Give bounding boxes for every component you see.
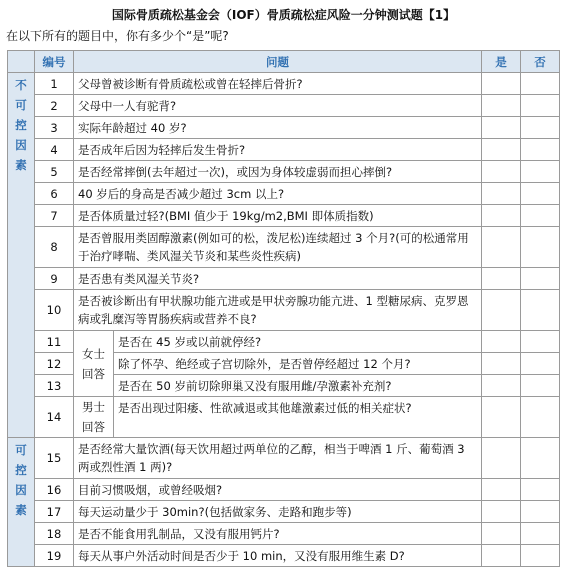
no-checkbox[interactable] [521,290,560,331]
question-number: 17 [35,501,74,523]
question-number: 1 [35,73,74,95]
question-number: 13 [35,375,74,397]
table-row [8,117,560,139]
yes-checkbox[interactable] [482,545,521,567]
table-row [8,438,560,479]
header-yes: 是 [482,51,521,73]
question-number: 10 [35,290,74,331]
yes-checkbox[interactable] [482,479,521,501]
no-checkbox[interactable] [521,227,560,268]
question-number: 12 [35,353,74,375]
question-text: 是否体质量过轻?(BMI 值少于 19kg/m2,BMI 即体质指数) [74,205,482,227]
question-text: 实际年龄超过 40 岁? [74,117,482,139]
question-text: 是否经常大量饮酒(每天饮用超过两单位的乙醇，相当于啤酒 1 斤、葡萄酒 3 两或烈性酒 1 两)? [74,438,482,479]
question-text: 是否不能食用乳制品，又没有服用钙片? [74,523,482,545]
yes-checkbox[interactable] [482,139,521,161]
table-row [8,183,560,205]
question-number: 19 [35,545,74,567]
question-number: 2 [35,95,74,117]
question-number: 14 [35,397,74,438]
no-checkbox[interactable] [521,331,560,353]
question-text: 除了怀孕、绝经或子宫切除外，是否曾停经超过 12 个月? [114,353,482,375]
table-row [8,290,560,331]
question-text: 是否在 50 岁前切除卵巢又没有服用雌/孕激素补充剂? [114,375,482,397]
table-row [8,268,560,290]
no-checkbox[interactable] [521,523,560,545]
question-number: 18 [35,523,74,545]
header-corner [8,51,35,73]
table-row [8,523,560,545]
question-number: 3 [35,117,74,139]
table-row [8,227,560,268]
no-checkbox[interactable] [521,479,560,501]
table-row [8,397,560,438]
no-checkbox[interactable] [521,397,560,438]
yes-checkbox[interactable] [482,353,521,375]
question-text: 是否在 45 岁或以前就停经? [114,331,482,353]
yes-checkbox[interactable] [482,227,521,268]
table-row [8,95,560,117]
no-checkbox[interactable] [521,268,560,290]
question-text: 父母中一人有驼背? [74,95,482,117]
question-text: 每天运动量少于 30min?(包括做家务、走路和跑步等) [74,501,482,523]
question-text: 40 岁后的身高是否减少超过 3cm 以上? [74,183,482,205]
page-subtitle: 在以下所有的题目中，你有多少个“是”呢? [6,29,229,43]
table-row [8,545,560,567]
yes-checkbox[interactable] [482,268,521,290]
yes-checkbox[interactable] [482,95,521,117]
table-row [8,479,560,501]
yes-checkbox[interactable] [482,183,521,205]
question-number: 15 [35,438,74,479]
category-controllable: 可 控 因 素 [8,438,35,567]
question-number: 4 [35,139,74,161]
question-text: 是否患有类风湿关节炎? [74,268,482,290]
no-checkbox[interactable] [521,183,560,205]
no-checkbox[interactable] [521,139,560,161]
question-number: 11 [35,331,74,353]
male-answer-label: 男士 回答 [74,397,114,438]
yes-checkbox[interactable] [482,501,521,523]
yes-checkbox[interactable] [482,117,521,139]
no-checkbox[interactable] [521,353,560,375]
table-row [8,139,560,161]
question-text: 是否出现过阳痿、性欲减退或其他雄激素过低的相关症状? [114,397,482,438]
yes-checkbox[interactable] [482,205,521,227]
no-checkbox[interactable] [521,73,560,95]
no-checkbox[interactable] [521,375,560,397]
question-text: 是否曾服用类固醇激素(例如可的松，泼尼松)连续超过 3 个月?(可的松通常用于治疗哮喘、类风湿关节炎和某些炎性疾病) [74,227,482,268]
no-checkbox[interactable] [521,438,560,479]
no-checkbox[interactable] [521,501,560,523]
yes-checkbox[interactable] [482,73,521,95]
question-text: 是否成年后因为轻摔后发生骨折? [74,139,482,161]
no-checkbox[interactable] [521,545,560,567]
no-checkbox[interactable] [521,95,560,117]
yes-checkbox[interactable] [482,438,521,479]
yes-checkbox[interactable] [482,331,521,353]
no-checkbox[interactable] [521,117,560,139]
question-text: 是否被诊断出有甲状腺功能亢进或是甲状旁腺功能亢进、1 型糖尿病、克罗恩病或乳糜泻等胃肠疾病或营养不良? [74,290,482,331]
question-number: 7 [35,205,74,227]
table-row [8,205,560,227]
page-title: 国际骨质疏松基金会（IOF）骨质疏松症风险一分钟测试题【1】 [111,8,456,22]
table-row [8,161,560,183]
question-text: 父母曾被诊断有骨质疏松或曾在轻摔后骨折? [74,73,482,95]
question-text: 是否经常摔倒(去年超过一次)，或因为身体较虚弱而担心摔倒? [74,161,482,183]
question-number: 8 [35,227,74,268]
table-header-row [8,51,560,73]
question-text: 每天从事户外活动时间是否少于 10 min，又没有服用维生素 D? [74,545,482,567]
yes-checkbox[interactable] [482,523,521,545]
risk-test-table [7,50,560,567]
header-num: 编号 [35,51,74,73]
question-number: 16 [35,479,74,501]
yes-checkbox[interactable] [482,397,521,438]
table-row [8,501,560,523]
yes-checkbox[interactable] [482,290,521,331]
female-answer-label: 女士 回答 [74,331,114,397]
table-row [8,73,560,95]
yes-checkbox[interactable] [482,161,521,183]
question-number: 9 [35,268,74,290]
yes-checkbox[interactable] [482,375,521,397]
question-number: 6 [35,183,74,205]
table-row [8,331,560,353]
header-question: 问题 [74,51,482,73]
no-checkbox[interactable] [521,161,560,183]
no-checkbox[interactable] [521,205,560,227]
category-uncontrollable: 不 可 控 因 素 [8,73,35,438]
question-text: 目前习惯吸烟，或曾经吸烟? [74,479,482,501]
question-number: 5 [35,161,74,183]
header-no: 否 [521,51,560,73]
